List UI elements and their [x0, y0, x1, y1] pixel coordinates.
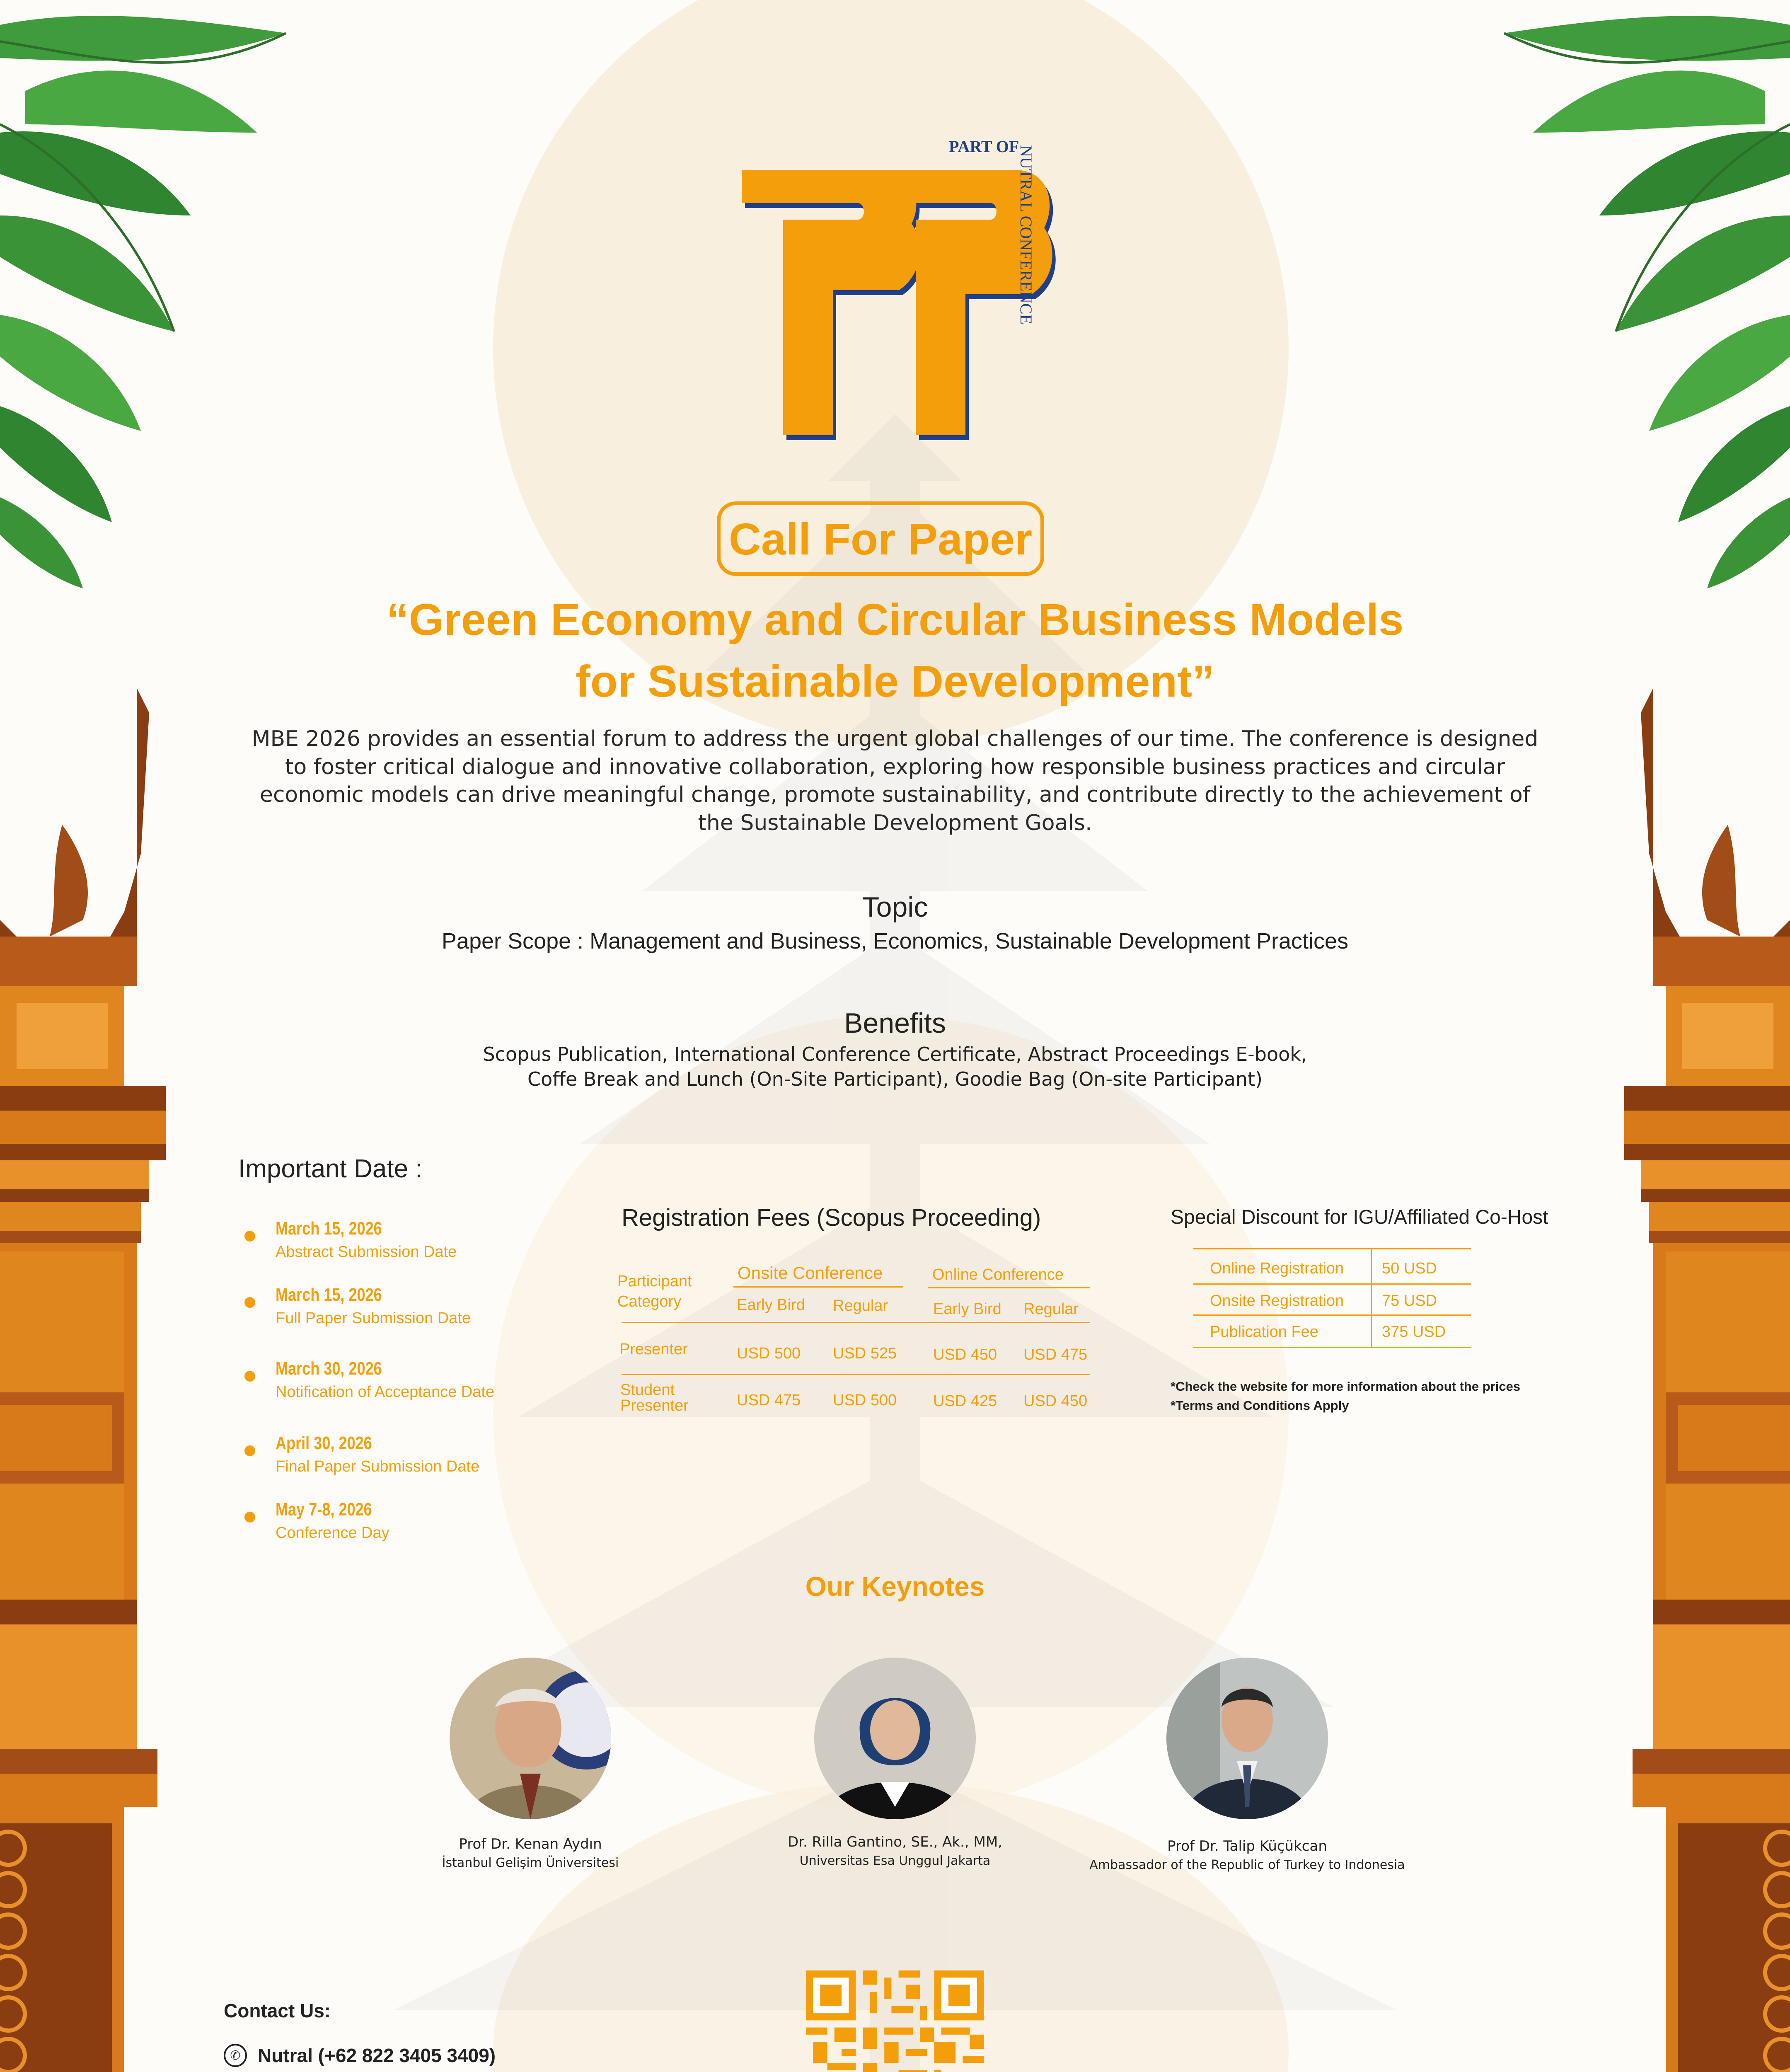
onsite-conference-header: Onsite Conference	[738, 1263, 883, 1283]
special-discount-heading: Special Discount for IGU/Affiliated Co-Host	[1171, 1206, 1548, 1228]
contact-phone[interactable]	[224, 2043, 496, 2068]
bullet-dot	[244, 1445, 255, 1456]
onsite-divider	[733, 1286, 903, 1288]
theme-line-2: for Sustainable Development”	[575, 656, 1215, 707]
fee-value: USD 475	[1023, 1346, 1088, 1363]
date-value: March 15, 2026	[276, 1285, 382, 1305]
price-note: *Check the website for more information about the prices	[1171, 1379, 1521, 1394]
logo-part-of: PART OF	[949, 137, 1019, 156]
speaker-portrait-icon	[450, 1658, 611, 1819]
online-divider	[928, 1287, 1090, 1288]
benefits-heading: Benefits	[844, 1007, 946, 1039]
speaker-affiliation: Universitas Esa Unggul Jakarta	[799, 1854, 991, 1868]
discount-label: Online Registration	[1210, 1260, 1344, 1277]
registration-fees-heading: Registration Fees (Scopus Proceeding)	[622, 1204, 1041, 1231]
fee-value: USD 500	[833, 1392, 897, 1409]
discount-line	[1193, 1314, 1471, 1316]
discount-line	[1193, 1283, 1471, 1285]
left-gate-pillar	[0, 688, 166, 2072]
fee-value: USD 525	[833, 1345, 897, 1362]
bullet-dot	[244, 1371, 255, 1382]
speaker-portrait-icon	[1166, 1658, 1328, 1819]
fee-value: USD 425	[933, 1392, 997, 1410]
onsite-early-bird-header: Early Bird	[737, 1296, 805, 1314]
conference-description: MBE 2026 provides an essential forum to address the urgent global challenges of our time. The conference is designed to foster critical dialogue and innovative collaboration, exploring how responsible business practices and circular economic models can drive meaningful change, promote sustainability, and contribute directly to the achievement of the Sustainable Development Goals.	[252, 726, 1538, 835]
left-leaves-decoration	[0, 0, 298, 663]
speaker-photo	[1166, 1658, 1328, 1819]
bullet-dot	[244, 1297, 255, 1308]
bullet-dot	[244, 1231, 255, 1242]
call-for-paper-badge: Call For Paper	[717, 501, 1044, 576]
date-value: May 7-8, 2026	[276, 1499, 372, 1520]
discount-top-line	[1193, 1248, 1471, 1249]
discount-vertical-line	[1371, 1249, 1372, 1347]
speaker-photo	[814, 1658, 976, 1819]
phone-text: Nutral (+62 822 3405 3409)	[258, 2045, 496, 2066]
speaker-name: Prof Dr. Talip Küçükcan	[1167, 1838, 1327, 1854]
topic-heading: Topic	[862, 891, 928, 923]
speaker-affiliation: İstanbul Gelişim Üniversitesi	[442, 1856, 619, 1870]
discount-price: 375 USD	[1382, 1323, 1446, 1341]
conference-theme	[207, 588, 1583, 712]
date-value: March 30, 2026	[276, 1358, 382, 1379]
keynotes-heading: Our Keynotes	[805, 1571, 985, 1602]
discount-label: Publication Fee	[1210, 1323, 1318, 1341]
topic-text: Paper Scope : Management and Business, Economics, Sustainable Development Practices	[441, 929, 1349, 954]
fee-value: USD 450	[1023, 1392, 1088, 1410]
speaker-photo	[450, 1658, 611, 1819]
date-label: Final Paper Submission Date	[276, 1458, 480, 1475]
fee-value: USD 500	[737, 1345, 801, 1362]
discount-line	[1193, 1347, 1471, 1348]
contact-heading: Contact Us:	[224, 2000, 331, 2021]
row-category: Student Presenter	[620, 1381, 689, 1414]
discount-price: 50 USD	[1382, 1260, 1437, 1277]
discount-price: 75 USD	[1382, 1292, 1437, 1310]
speaker-affiliation: Ambassador of the Republic of Turkey to Indonesia	[1089, 1858, 1405, 1872]
conference-logo	[729, 137, 1061, 460]
date-label: Conference Day	[276, 1524, 389, 1542]
logo-conference-name: NUTRAL CONFERENCE	[1017, 145, 1035, 324]
speaker-name: Prof Dr. Kenan Aydın	[459, 1836, 602, 1852]
benefits-line-1: Scopus Publication, International Conference Certificate, Abstract Proceedings E-book,	[483, 1043, 1307, 1065]
benefits-line-2: Coffe Break and Lunch (On-Site Participant), Goodie Bag (On-site Participant)	[527, 1068, 1263, 1090]
date-label: Notification of Acceptance Date	[276, 1383, 495, 1401]
date-value: March 15, 2026	[276, 1218, 382, 1239]
online-regular-header: Regular	[1023, 1300, 1079, 1318]
participant-category-header: Participant Category	[617, 1273, 692, 1311]
onsite-regular-header: Regular	[833, 1297, 888, 1314]
right-leaves-decoration	[1492, 0, 1790, 663]
terms-note: *Terms and Conditions Apply	[1171, 1398, 1349, 1413]
online-early-bird-header: Early Bird	[933, 1300, 1001, 1318]
phone-icon: ✆	[224, 2044, 247, 2067]
qr-code[interactable]	[806, 1970, 984, 2072]
row-category: Presenter	[619, 1341, 688, 1358]
fee-value: USD 475	[737, 1392, 801, 1409]
date-label: Full Paper Submission Date	[276, 1310, 471, 1327]
row-divider	[622, 1374, 1090, 1375]
fee-value: USD 450	[933, 1346, 997, 1363]
header-divider	[622, 1322, 1090, 1323]
online-conference-header: Online Conference	[932, 1266, 1064, 1283]
discount-label: Onsite Registration	[1210, 1292, 1344, 1310]
date-value: April 30, 2026	[276, 1433, 372, 1453]
important-date-heading: Important Date :	[238, 1155, 423, 1183]
bullet-dot	[244, 1512, 255, 1523]
speaker-portrait-icon	[814, 1658, 976, 1819]
date-label: Abstract Submission Date	[276, 1243, 457, 1261]
theme-line-1: “Green Economy and Circular Business Models	[386, 594, 1404, 644]
speaker-name: Dr. Rilla Gantino, SE., Ak., MM,	[787, 1834, 1003, 1850]
right-gate-pillar	[1624, 688, 1790, 2072]
